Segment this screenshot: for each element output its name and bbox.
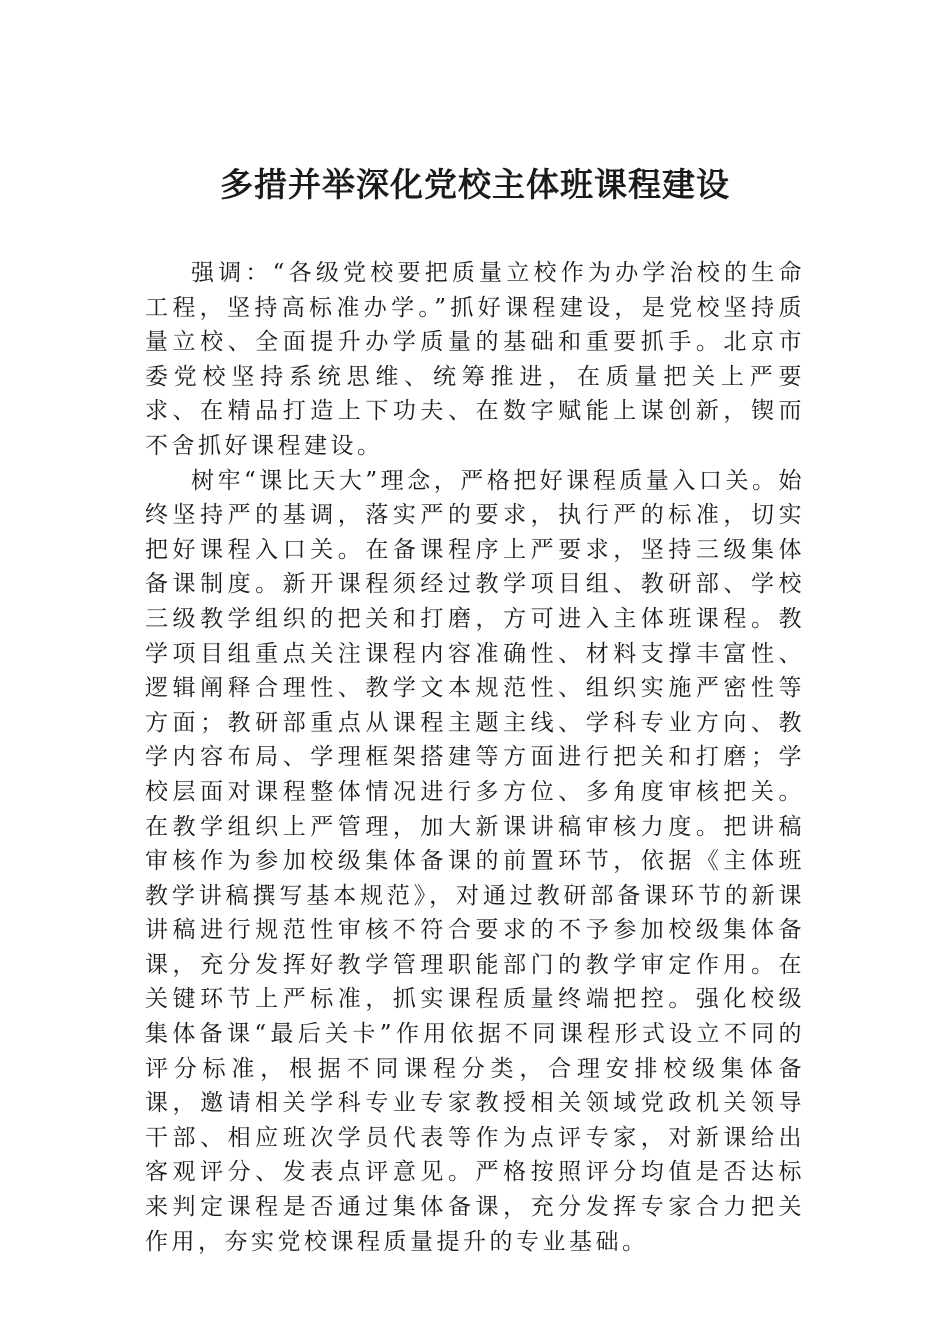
- paragraph-course-quality: 树牢“课比天大”理念，严格把好课程质量入口关。始终坚持严的基调，落实严的要求，执行严的标准，切实把好课程入口关。在备课程序上严要求，坚持三级集体备课制度。新开课程须经过教学项目组、教研部、学校三级教学组织的把关和打磨，方可进入主体班课程。教学项目组重点关注课程内容准确性、材料支撑丰富性、逻辑阐释合理性、教学文本规范性、组织实施严密性等方面；教研部重点从课程主题主线、学科专业方向、教学内容布局、学理框架搭建等方面进行把关和打磨；学校层面对课程整体情况进行多方位、多角度审核把关。在教学组织上严管理，加大新课讲稿审核力度。把讲稿审核作为参加校级集体备课的前置环节，依据《主体班教学讲稿撰写基本规范》，对通过教研部备课环节的新课讲稿进行规范性审核不符合要求的不予参加校级集体备课，充分发挥好教学管理职能部门的教学审定作用。在关键环节上严标准，抓实课程质量终端把控。强化校级集体备课“最后关卡”作用依据不同课程形式设立不同的评分标准，根据不同课程分类，合理安排校级集体备课，邀请相关学科专业专家教授相关领域党政机关领导干部、相应班次学员代表等作为点评专家，对新课给出客观评分、发表点评意见。严格按照评分均值是否达标来判定课程是否通过集体备课，充分发挥专家合力把关作用，夯实党校课程质量提升的专业基础。: [145, 467, 805, 1255]
- document-body: [145, 256, 805, 1259]
- paragraph-intro: 强调：“各级党校要把质量立校作为办学治校的生命工程，坚持高标准办学。”抓好课程建设，是党校坚持质量立校、全面提升办学质量的基础和重要抓手。北京市委党校坚持系统思维、统筹推进，在质量把关上严要求、在精品打造上下功夫、在数字赋能上谋创新，锲而不舍抓好课程建设。: [145, 260, 805, 459]
- document-title: 多措并举深化党校主体班课程建设: [220, 165, 730, 204]
